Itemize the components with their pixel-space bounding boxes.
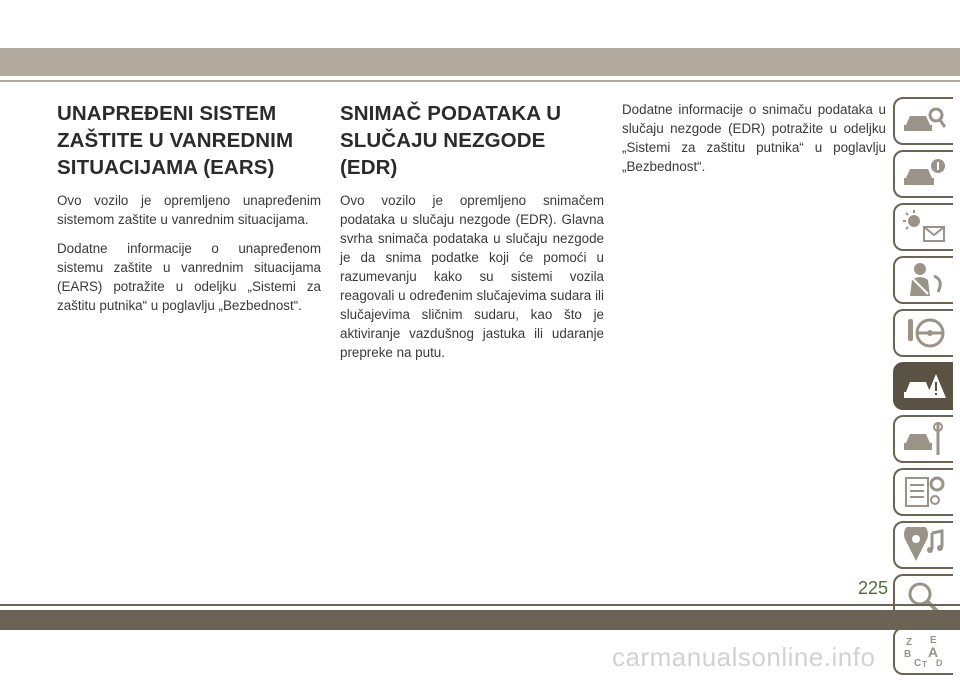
paragraph-edr-1: Ovo vozilo je opremljeno snimačem podataka u slučaju nezgode (EDR). Glavna svrha snimača podataka u slučaju nezgode je da snima podatke koji će pomoći u razumevanju kako su sistemi vozila reagovali u određenim slučajevima sudara ili slučajevima sličnim sudaru, kao što je aktiviranje vazdušnog jastuka ili udaranje prepreke na putu. xyxy=(340,193,604,360)
page-number: 225 xyxy=(858,578,889,598)
column-edr xyxy=(340,100,604,372)
tab-index[interactable] xyxy=(893,627,953,675)
heading-edr: SNIMAČ PODATAKA U SLUČAJU NEZGODE (EDR) xyxy=(340,102,562,179)
tab-steering-wheel[interactable] xyxy=(893,309,953,357)
tab-car-info[interactable] xyxy=(893,150,953,198)
tab-warning-lights[interactable] xyxy=(893,203,953,251)
chapter-tabs xyxy=(893,97,960,680)
paragraph-ears-2: Dodatne informacije o unapređenom sistemu zaštite u vanrednim situacijama (EARS) potražite u odeljku „Sistemi za zaštitu putnika“ u poglavlju „Bezbednost“. xyxy=(57,241,321,313)
maintenance-list-icon xyxy=(902,474,946,510)
car-tools-icon xyxy=(902,421,946,457)
svg-text:Z: Z xyxy=(906,637,913,648)
svg-text:C: C xyxy=(914,658,922,669)
tab-seat-belt[interactable] xyxy=(893,256,953,304)
car-info-icon xyxy=(902,156,946,192)
car-warning-icon xyxy=(902,368,946,404)
svg-text:D: D xyxy=(936,658,943,668)
car-search-icon xyxy=(902,103,946,139)
column-edr-more xyxy=(622,100,886,186)
heading-ears: UNAPREĐENI SISTEM ZAŠTITE U VANREDNIM SITUACIJAMA (EARS) xyxy=(57,102,294,179)
tab-car-warning[interactable] xyxy=(893,362,953,410)
seat-belt-icon xyxy=(902,262,946,298)
column-ears xyxy=(57,100,321,325)
index-icon xyxy=(902,633,946,669)
svg-text:B: B xyxy=(904,649,912,660)
tab-car-tools[interactable] xyxy=(893,415,953,463)
watermark: carmanualsonline.info xyxy=(612,642,876,672)
paragraph-ears-1: Ovo vozilo je opremljeno unapređenim sistemom zaštite u vanrednim situacijama. xyxy=(57,193,321,227)
paragraph-edr-2: Dodatne informacije o snimaču podataka u slučaju nezgode (EDR) potražite u odeljku „Sistemi za zaštitu putnika“ u poglavlju „Bezbednost“. xyxy=(622,102,886,174)
svg-text:T: T xyxy=(922,660,927,669)
tab-car-search[interactable] xyxy=(893,97,953,145)
bottom-footer-bar xyxy=(0,610,960,630)
svg-text:E: E xyxy=(930,635,937,646)
tab-multimedia[interactable] xyxy=(893,521,953,569)
tab-maintenance-list[interactable] xyxy=(893,468,953,516)
top-header-bar xyxy=(0,48,960,76)
multimedia-icon xyxy=(902,527,946,563)
steering-wheel-icon xyxy=(902,315,946,351)
svg-text:A: A xyxy=(928,644,939,660)
warning-lights-icon xyxy=(902,209,946,245)
